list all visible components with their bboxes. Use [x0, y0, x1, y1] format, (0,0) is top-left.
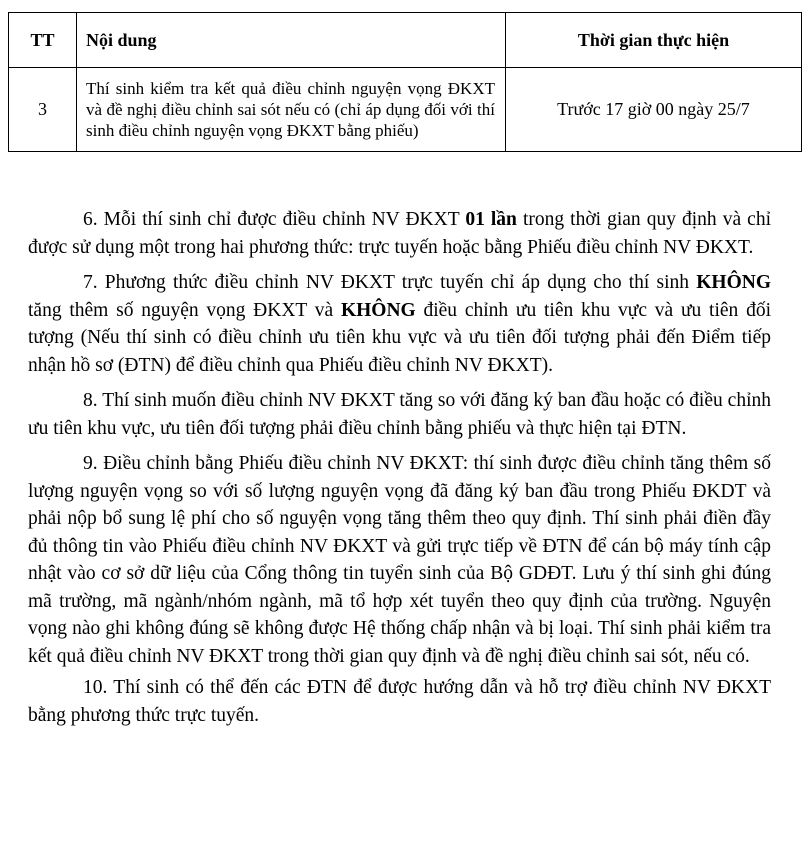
paragraph-7 [28, 269, 771, 379]
document-body [28, 206, 771, 729]
p6-text-a: 6. Mỗi thí sinh chỉ được điều chỉnh NV ĐKXT [83, 209, 466, 230]
p7-text-a: 7. Phương thức điều chỉnh NV ĐKXT trực tuyến chỉ áp dụng cho thí sinh [83, 272, 697, 293]
p6-text-b: trong thời gian quy định và chỉ được sử dụng một trong hai phương thức: trực tuyến hoặc bằng Phiếu điều chỉnh NV ĐKXT. [28, 209, 771, 258]
paragraph-8: 8. Thí sinh muốn điều chỉnh NV ĐKXT tăng so với đăng ký ban đầu hoặc có điều chỉnh ưu tiên khu vực, ưu tiên đối tượng phải điều chỉnh bằng phiếu và thực hiện tại ĐTN. [28, 390, 771, 439]
header-noi-dung: Nội dung [77, 13, 506, 68]
table-row [9, 68, 802, 152]
paragraph-10: 10. Thí sinh có thể đến các ĐTN để được hướng dẫn và hỗ trợ điều chỉnh NV ĐKXT bằng phương thức trực tuyến. [28, 677, 771, 726]
cell-tt: 3 [9, 68, 77, 152]
header-thoi-gian: Thời gian thực hiện [506, 13, 802, 68]
p7-bold-khong-2: KHÔNG [340, 299, 416, 321]
cell-thoi-gian: Trước 17 giờ 00 ngày 25/7 [506, 68, 802, 152]
cell-noi-dung: Thí sinh kiểm tra kết quả điều chỉnh nguyện vọng ĐKXT và đề nghị điều chỉnh sai sót nếu có (chỉ áp dụng đối với thí sinh điều chỉnh nguyện vọng ĐKXT bằng phiếu) [77, 68, 506, 152]
schedule-table [8, 12, 802, 152]
paragraph-9: 9. Điều chỉnh bằng Phiếu điều chỉnh NV ĐKXT: thí sinh được điều chỉnh tăng thêm số lượng nguyện vọng so với số lượng nguyện vọng đã đăng ký ban đầu trong Phiếu ĐKDT và phải nộp bổ sung lệ phí cho số nguyện vọng tăng thêm theo quy định. Thí sinh phải điền đầy đủ thông tin vào Phiếu điều chỉnh NV ĐKXT và gửi trực tiếp về ĐTN để cán bộ máy tính cập nhật vào cơ sở dữ liệu của Cổng thông tin tuyển sinh của Bộ GDĐT. Lưu ý thí sinh ghi đúng mã trường, mã ngành/nhóm ngành, mã tổ hợp xét tuyển theo quy định của trường. Nguyện vọng nào ghi không đúng sẽ không được Hệ thống chấp nhận và bị loại. Thí sinh phải kiểm tra kết quả điều chỉnh NV ĐKXT trong thời gian quy định và đề nghị điều chỉnh sai sót, nếu có. [28, 453, 771, 667]
paragraph-6 [28, 206, 771, 261]
p7-text-b: tăng thêm số nguyện vọng ĐKXT và [28, 299, 341, 321]
p6-bold-once: 01 lần [465, 209, 517, 230]
p7-text-c: điều chỉnh ưu tiên khu vực và ưu tiên đối tượng (Nếu thí sinh có điều chỉnh ưu tiên khu vực và ưu tiên đối tượng phải đến Điểm tiếp nhận hồ sơ (ĐTN) để điều chỉnh qua Phiếu điều chỉnh NV ĐKXT). [28, 299, 771, 376]
header-tt: TT [9, 13, 77, 68]
p7-bold-khong-1: KHÔNG [696, 272, 771, 293]
table-header-row [9, 13, 802, 68]
